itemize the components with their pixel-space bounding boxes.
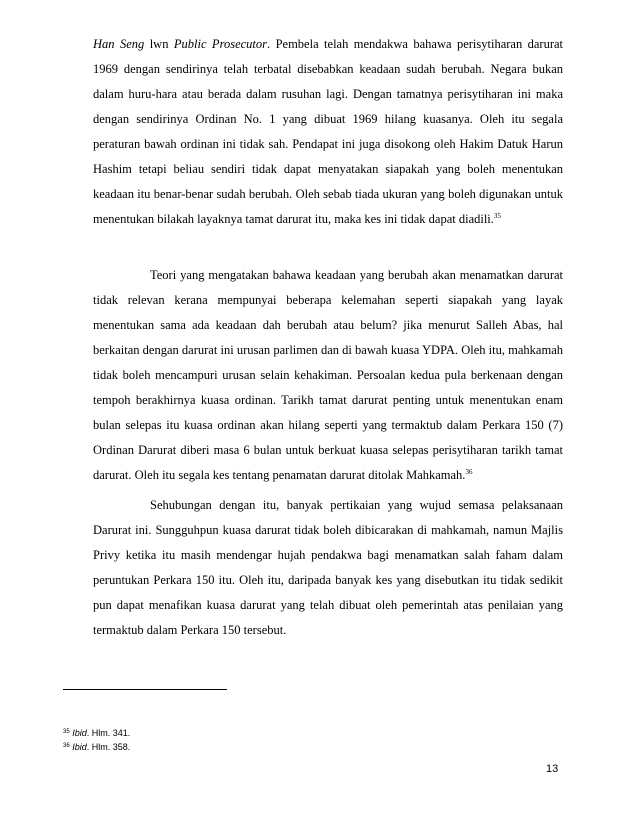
paragraph-2 xyxy=(93,263,563,488)
footnote-36 xyxy=(63,741,130,753)
case-connector: lwn xyxy=(144,37,174,51)
footnote-number: 35 xyxy=(63,729,70,735)
case-name-public-prosecutor: Public Prosecutor xyxy=(173,37,268,51)
paragraph-1 xyxy=(93,32,563,232)
paragraph-1-text: . Pembela telah mendakwa bahawa perisytiharan darurat 1969 dengan sendirinya telah terbatal disebabkan keadaan sudah berubah. Negara bukan dalam huru-hara atau berada dalam rusuhan lagi. Dengan tamatnya perisytiharan ini maka dengan sendirinya Ordinan No. 1 yang dibuat 1969 hilang kuasanya. Oleh itu segala peraturan bawah ordinan ini tidak sah. Pendapat ini juga disokong oleh Hakim Datuk Harun Hashim tetapi beliau sendiri tidak dapat menyatakan siapakah yang boleh menentukan keadaan itu benar-benar sudah berubah. Oleh sebab tiada ukuran yang boleh digunakan untuk menentukan bilakah layaknya tamat darurat itu, maka kes ini tidak dapat diadili. xyxy=(93,37,564,226)
case-name-han-seng: Han Seng xyxy=(93,37,145,51)
footnote-detail: . Hlm. 358. xyxy=(86,742,131,752)
footnote-source: Ibid xyxy=(72,728,87,738)
page-number: 13 xyxy=(546,763,559,775)
footnote-number: 36 xyxy=(63,743,70,749)
paragraph-3-text: Sehubungan dengan itu, banyak pertikaian yang wujud semasa pelaksanaan Darurat ini. Sungguhpun kuasa darurat tidak boleh dibicarakan di mahkamah, namun Majlis Privy ketika itu masih mendengar hujah pendakwa bagi menamatkan salah faham dalam peruntukan Perkara 150 itu. Oleh itu, daripada banyak kes yang disebutkan itu tidak sedikit pun dapat menafikan kuasa darurat yang telah dibuat oleh pemerintah atas penilaian yang termaktub dalam Perkara 150 tersebut. xyxy=(93,498,563,637)
footnote-ref-36: 36 xyxy=(465,468,473,476)
footnote-separator xyxy=(63,689,227,690)
paragraph-2-text: Teori yang mengatakan bahawa keadaan yang berubah akan menamatkan darurat tidak relevan kerana mempunyai beberapa kelemahan seperti siapakah yang layak menentukan sama ada keadaan dah berubah atau belum? jika menurut Salleh Abas, hal berkaitan dengan darurat ini urusan parlimen dan di bawah kuasa YDPA. Oleh itu, mahkamah tidak boleh mencampuri urusan selain kehakiman. Persoalan kedua pula berkenaan dengan tempoh berakhirnya kuasa ordinan. Tarikh tamat darurat penting untuk menentukan enam bulan selepas itu kuasa ordinan akan hilang seperti yang termaktub dalam Perkara 150 (7) Ordinan Darurat diberi masa 6 bulan untuk berkuat kuasa selepas perisytiharan tarikh tamat darurat. Oleh itu segala kes tentang penamatan darurat ditolak Mahkamah. xyxy=(93,268,563,482)
footnote-ref-35: 35 xyxy=(493,212,501,220)
footnote-source: Ibid xyxy=(72,742,87,752)
footnote-35 xyxy=(63,727,130,739)
footnote-detail: . Hlm. 341. xyxy=(86,728,131,738)
paragraph-3 xyxy=(93,493,563,643)
